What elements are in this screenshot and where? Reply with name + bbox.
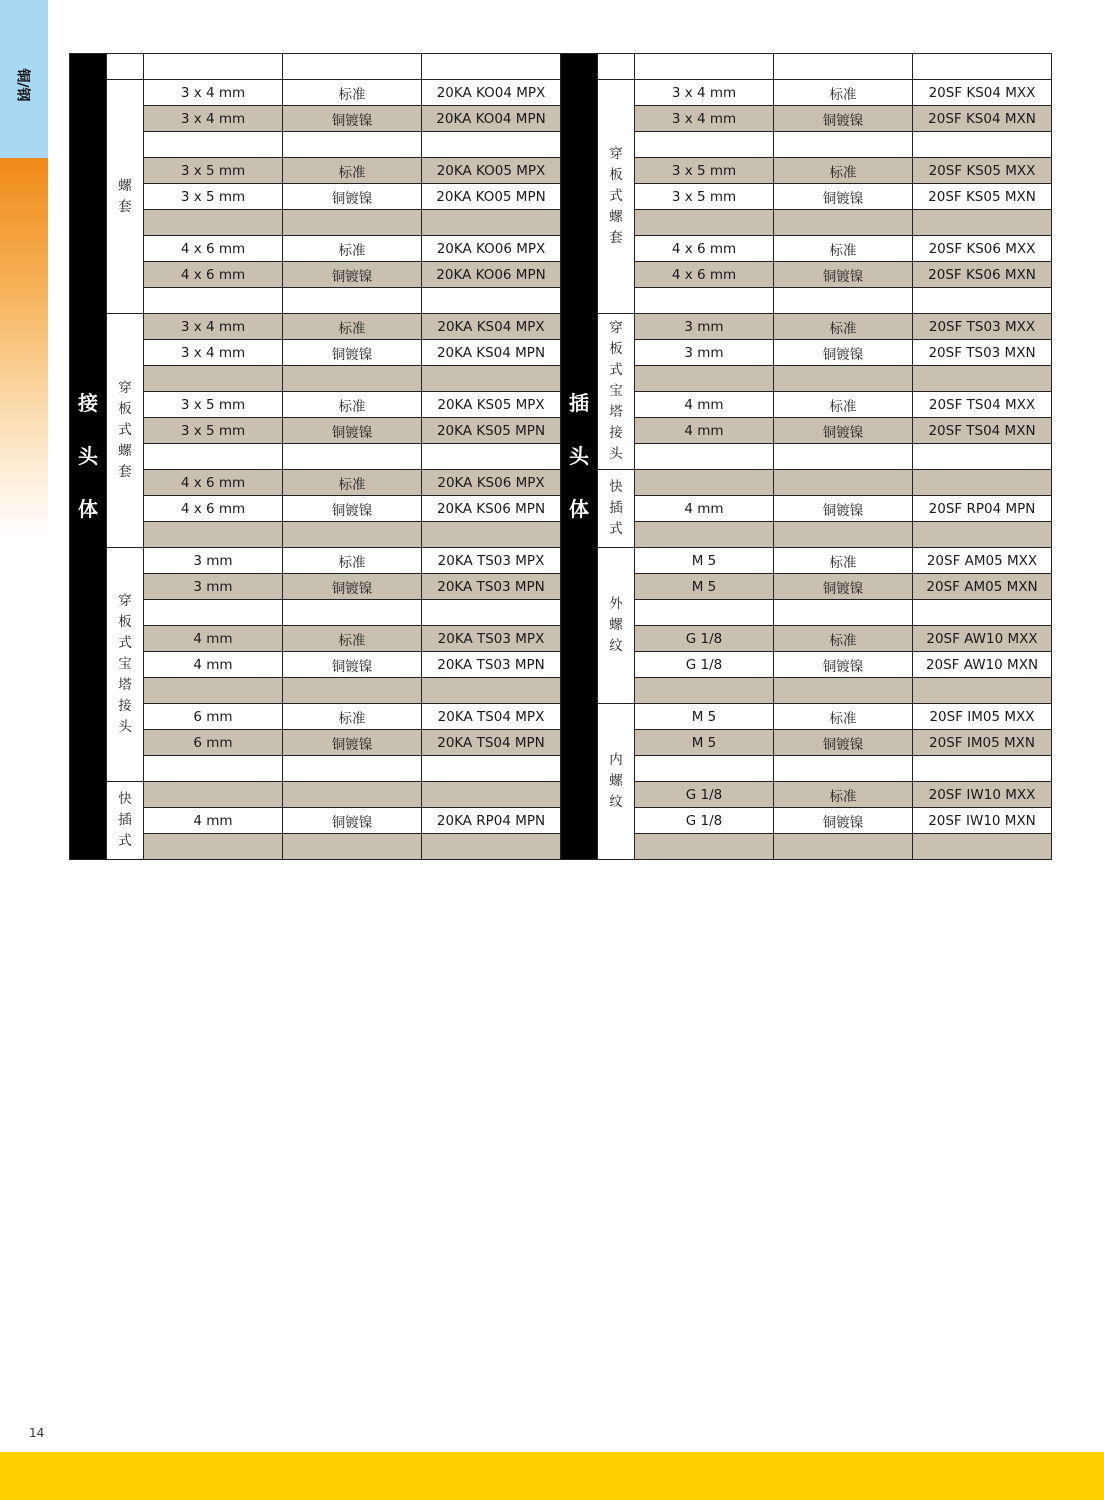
right-cell-order: 20SF TS04 MXN (913, 418, 1052, 444)
left-cell-size: 3 x 4 mm (144, 80, 283, 106)
right-header-material (774, 54, 913, 80)
left-cell-order: 20KA KO04 MPN (422, 106, 561, 132)
right-cell-size: 4 x 6 mm (635, 262, 774, 288)
left-cell-order (422, 366, 561, 392)
left-cell-material: 标准 (283, 314, 422, 340)
left-cell-order (422, 288, 561, 314)
right-cell-material: 标准 (774, 314, 913, 340)
left-cell-order: 20KA KS06 MPN (422, 496, 561, 522)
left-cell-size: 4 x 6 mm (144, 262, 283, 288)
right-cell-size: M 5 (635, 730, 774, 756)
left-cell-material: 铜镀镍 (283, 574, 422, 600)
right-cell-size (635, 132, 774, 158)
left-cell-size (144, 288, 283, 314)
right-cell-order: 20SF RP04 MPN (913, 496, 1052, 522)
left-cell-material: 铜镀镍 (283, 808, 422, 834)
right-cell-material: 标准 (774, 548, 913, 574)
right-cell-size: 4 mm (635, 392, 774, 418)
left-header-blank (107, 54, 144, 80)
right-cell-order (913, 210, 1052, 236)
right-cell-size: 3 x 5 mm (635, 158, 774, 184)
left-section-label: 螺套 (107, 80, 144, 314)
right-cell-order (913, 600, 1052, 626)
right-cell-order: 20SF KS05 MXN (913, 184, 1052, 210)
right-cell-size (635, 522, 774, 548)
right-cell-order: 20SF IW10 MXN (913, 808, 1052, 834)
left-cell-order: 20KA RP04 MPN (422, 808, 561, 834)
right-cell-order (913, 522, 1052, 548)
left-cell-order: 20KA KS05 MPN (422, 418, 561, 444)
left-cell-size: 4 x 6 mm (144, 470, 283, 496)
right-cell-order: 20SF KS05 MXX (913, 158, 1052, 184)
left-cell-order (422, 444, 561, 470)
right-cell-material: 标准 (774, 158, 913, 184)
page-number: 14 (29, 1426, 45, 1440)
right-cell-order (913, 678, 1052, 704)
right-cell-material (774, 522, 913, 548)
right-cell-material: 铜镀镍 (774, 652, 913, 678)
right-cell-material: 铜镀镍 (774, 184, 913, 210)
right-cell-size: 3 mm (635, 340, 774, 366)
left-cell-material: 标准 (283, 548, 422, 574)
right-cell-size: 4 mm (635, 418, 774, 444)
left-cell-size: 3 x 5 mm (144, 184, 283, 210)
left-cell-size: 4 mm (144, 626, 283, 652)
left-cell-order (422, 210, 561, 236)
right-cell-size: 3 x 4 mm (635, 80, 774, 106)
right-cell-material: 铜镀镍 (774, 496, 913, 522)
left-cell-size (144, 132, 283, 158)
left-cell-material (283, 132, 422, 158)
left-cell-order (422, 834, 561, 860)
right-cell-material (774, 210, 913, 236)
left-cell-material: 铜镀镍 (283, 496, 422, 522)
right-cell-size (635, 444, 774, 470)
left-cell-order (422, 600, 561, 626)
right-cell-order: 20SF IM05 MXX (913, 704, 1052, 730)
left-section-label: 穿板式螺套 (107, 314, 144, 548)
left-cell-material (283, 678, 422, 704)
right-cell-order: 20SF AM05 MXN (913, 574, 1052, 600)
right-header-blank (598, 54, 635, 80)
left-cell-order: 20KA KO05 MPX (422, 158, 561, 184)
right-cell-order: 20SF KS06 MXX (913, 236, 1052, 262)
left-cell-material: 铜镀镍 (283, 730, 422, 756)
right-header-size (635, 54, 774, 80)
left-cell-material (283, 782, 422, 808)
right-cell-order: 20SF KS04 MXX (913, 80, 1052, 106)
right-cell-material: 铜镀镍 (774, 340, 913, 366)
left-cell-size: 4 x 6 mm (144, 236, 283, 262)
right-cell-order (913, 132, 1052, 158)
side-accent-gradient (0, 158, 48, 538)
right-cell-size (635, 366, 774, 392)
right-cell-order: 20SF KS04 MXN (913, 106, 1052, 132)
right-cell-size: 4 mm (635, 496, 774, 522)
left-cell-size (144, 366, 283, 392)
right-cell-order (913, 470, 1052, 496)
right-cell-size (635, 470, 774, 496)
right-cell-size: 3 mm (635, 314, 774, 340)
right-cell-order: 20SF TS03 MXN (913, 340, 1052, 366)
left-cell-size (144, 782, 283, 808)
left-cell-size (144, 756, 283, 782)
left-cell-size: 3 x 5 mm (144, 392, 283, 418)
right-cell-size: G 1/8 (635, 626, 774, 652)
left-cell-size (144, 522, 283, 548)
right-cell-size (635, 288, 774, 314)
left-cell-size (144, 834, 283, 860)
left-cell-order (422, 782, 561, 808)
right-cell-size: M 5 (635, 704, 774, 730)
left-cell-order (422, 756, 561, 782)
left-cell-order: 20KA TS03 MPN (422, 652, 561, 678)
right-cell-size: 3 x 4 mm (635, 106, 774, 132)
right-cell-material: 铜镀镍 (774, 730, 913, 756)
left-cell-order: 20KA TS03 MPX (422, 548, 561, 574)
left-cell-material (283, 444, 422, 470)
right-cell-material (774, 756, 913, 782)
right-cell-material (774, 678, 913, 704)
right-cell-order: 20SF TS03 MXX (913, 314, 1052, 340)
right-cell-size: 3 x 5 mm (635, 184, 774, 210)
right-section-label: 穿板式螺套 (598, 80, 635, 314)
left-cell-material: 标准 (283, 704, 422, 730)
left-cell-material: 标准 (283, 626, 422, 652)
left-cell-material: 铜镀镍 (283, 418, 422, 444)
right-cell-size (635, 834, 774, 860)
left-group-title: 接头体 (70, 54, 107, 860)
left-cell-material: 标准 (283, 470, 422, 496)
right-cell-material: 标准 (774, 392, 913, 418)
left-cell-size (144, 678, 283, 704)
right-cell-order: 20SF IW10 MXX (913, 782, 1052, 808)
right-group-title: 插头体 (561, 54, 598, 860)
left-cell-size: 3 x 5 mm (144, 418, 283, 444)
left-header-material (283, 54, 422, 80)
left-cell-order: 20KA KO06 MPX (422, 236, 561, 262)
right-cell-material (774, 470, 913, 496)
left-cell-order: 20KA TS03 MPX (422, 626, 561, 652)
left-cell-order (422, 678, 561, 704)
right-cell-order: 20SF AM05 MXX (913, 548, 1052, 574)
left-cell-material: 铜镀镍 (283, 184, 422, 210)
right-cell-size: G 1/8 (635, 782, 774, 808)
right-cell-order (913, 366, 1052, 392)
header-row (70, 54, 1052, 80)
right-cell-size: M 5 (635, 574, 774, 600)
left-cell-size (144, 444, 283, 470)
left-header-order (422, 54, 561, 80)
left-cell-material (283, 210, 422, 236)
left-cell-material: 标准 (283, 80, 422, 106)
left-cell-size: 3 x 4 mm (144, 314, 283, 340)
right-cell-order (913, 288, 1052, 314)
right-cell-order: 20SF TS04 MXX (913, 392, 1052, 418)
right-cell-size: G 1/8 (635, 652, 774, 678)
right-cell-size (635, 678, 774, 704)
right-cell-order (913, 834, 1052, 860)
right-section-label: 内螺纹 (598, 704, 635, 860)
left-cell-order: 20KA KS04 MPX (422, 314, 561, 340)
right-cell-order (913, 756, 1052, 782)
left-cell-material: 标准 (283, 392, 422, 418)
right-cell-size: G 1/8 (635, 808, 774, 834)
left-cell-order (422, 132, 561, 158)
left-cell-order: 20KA TS03 MPN (422, 574, 561, 600)
right-cell-material (774, 834, 913, 860)
left-cell-order: 20KA KO05 MPN (422, 184, 561, 210)
left-cell-size: 3 x 4 mm (144, 340, 283, 366)
left-section-label: 快插式 (107, 782, 144, 860)
right-cell-material: 铜镀镍 (774, 808, 913, 834)
right-cell-size: 4 x 6 mm (635, 236, 774, 262)
right-cell-order: 20SF KS06 MXN (913, 262, 1052, 288)
left-cell-size: 3 mm (144, 548, 283, 574)
left-cell-order: 20KA TS04 MPN (422, 730, 561, 756)
right-cell-size (635, 756, 774, 782)
right-cell-order: 20SF IM05 MXN (913, 730, 1052, 756)
right-cell-material: 标准 (774, 626, 913, 652)
right-cell-material (774, 132, 913, 158)
left-cell-material: 铜镀镍 (283, 262, 422, 288)
left-cell-size: 4 mm (144, 808, 283, 834)
left-cell-size (144, 600, 283, 626)
right-cell-order: 20SF AW10 MXX (913, 626, 1052, 652)
left-cell-material (283, 600, 422, 626)
left-cell-order: 20KA TS04 MPX (422, 704, 561, 730)
right-cell-material (774, 444, 913, 470)
left-cell-material: 铜镀镍 (283, 106, 422, 132)
right-section-label: 穿板式宝塔接头 (598, 314, 635, 470)
right-cell-size (635, 600, 774, 626)
left-cell-size: 4 x 6 mm (144, 496, 283, 522)
left-cell-size: 6 mm (144, 704, 283, 730)
left-cell-order (422, 522, 561, 548)
left-cell-order: 20KA KS04 MPN (422, 340, 561, 366)
left-cell-material (283, 288, 422, 314)
right-cell-material: 铜镀镍 (774, 418, 913, 444)
right-cell-order (913, 444, 1052, 470)
left-cell-order: 20KA KO04 MPX (422, 80, 561, 106)
left-cell-material: 标准 (283, 236, 422, 262)
right-cell-material (774, 288, 913, 314)
right-cell-material: 铜镀镍 (774, 262, 913, 288)
left-section-label: 穿板式宝塔接头 (107, 548, 144, 782)
right-cell-size: M 5 (635, 548, 774, 574)
left-cell-order: 20KA KS06 MPX (422, 470, 561, 496)
left-cell-size: 3 x 5 mm (144, 158, 283, 184)
left-cell-material: 标准 (283, 158, 422, 184)
right-cell-order: 20SF AW10 MXN (913, 652, 1052, 678)
left-cell-material: 铜镀镍 (283, 340, 422, 366)
right-cell-material: 标准 (774, 236, 913, 262)
right-header-order (913, 54, 1052, 80)
side-tab-label: 铜/钢 (15, 68, 31, 102)
right-cell-material: 铜镀镍 (774, 106, 913, 132)
right-cell-material: 铜镀镍 (774, 574, 913, 600)
left-cell-material (283, 522, 422, 548)
left-cell-size: 3 x 4 mm (144, 106, 283, 132)
right-cell-material: 标准 (774, 782, 913, 808)
right-cell-material (774, 600, 913, 626)
left-cell-size: 4 mm (144, 652, 283, 678)
left-cell-order: 20KA KS05 MPX (422, 392, 561, 418)
left-cell-material: 铜镀镍 (283, 652, 422, 678)
right-cell-material: 标准 (774, 80, 913, 106)
left-cell-material (283, 834, 422, 860)
right-cell-material: 标准 (774, 704, 913, 730)
right-cell-material (774, 366, 913, 392)
left-cell-material (283, 756, 422, 782)
right-section-label: 外螺纹 (598, 548, 635, 704)
left-header-size (144, 54, 283, 80)
left-cell-size (144, 210, 283, 236)
right-section-label: 快插式 (598, 470, 635, 548)
left-cell-order: 20KA KO06 MPN (422, 262, 561, 288)
left-cell-size: 6 mm (144, 730, 283, 756)
product-spec-table (69, 53, 1052, 860)
right-cell-size (635, 210, 774, 236)
left-cell-material (283, 366, 422, 392)
left-cell-size: 3 mm (144, 574, 283, 600)
bottom-color-bar (0, 1452, 1104, 1500)
